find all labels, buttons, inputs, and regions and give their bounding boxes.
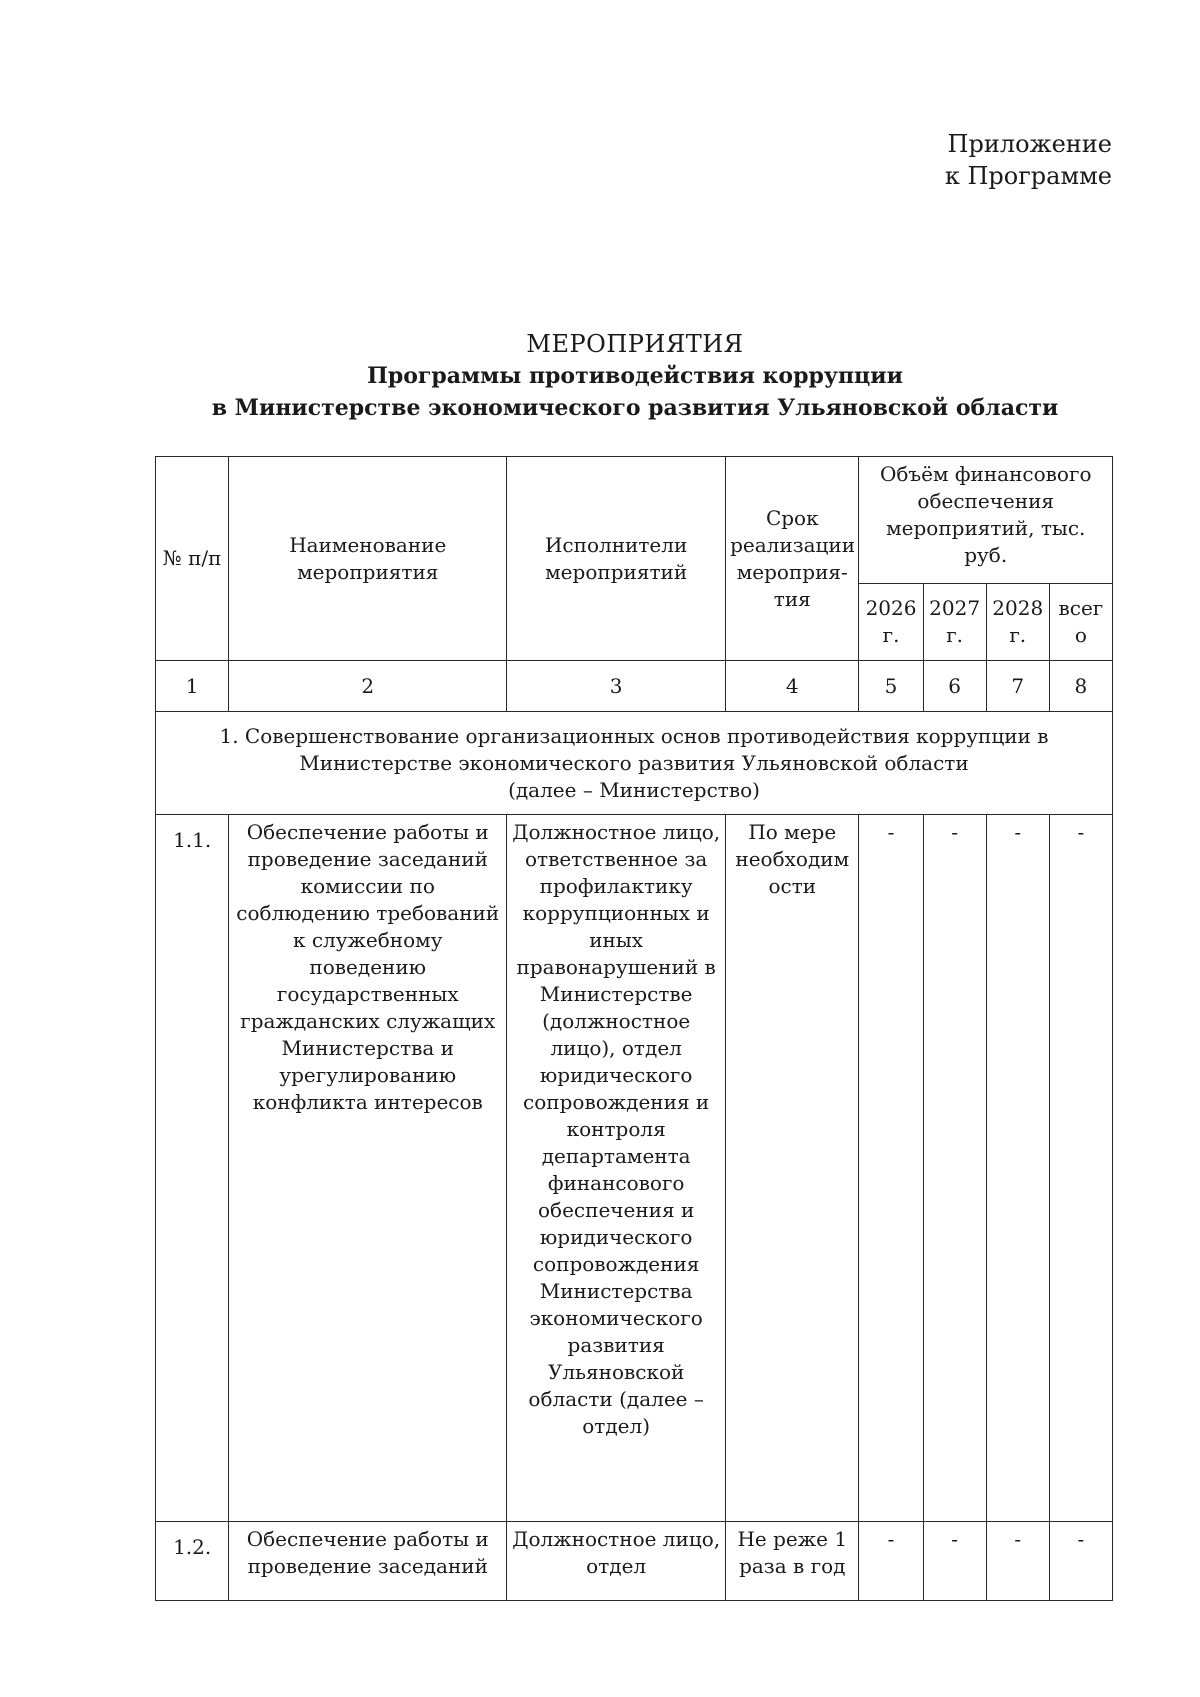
section-heading [156,712,1113,815]
header-financing: Объём финансового обеспечения мероприятий, тыс. руб. [859,457,1113,584]
row-executors: Должностное лицо, ответственное за профилактику коррупционных и иных правонарушений в Министерстве (должностное лицо), отдел юридического сопровождения и контроля департамента финансового обеспечения и юридического сопровождения Министерства экономического развития Ульяновской области (далее – отдел) [507,815,726,1522]
column-number: 4 [726,661,859,712]
appendix-line-1: Приложение [947,130,1112,158]
appendix-line-2: к Программе [944,162,1112,190]
row-term: Не реже 1 раза в год [726,1522,859,1601]
header-name: Наименование мероприятия [229,457,507,661]
column-number: 6 [923,661,986,712]
row-2026: - [859,1522,923,1601]
column-numbers-row [156,661,1113,712]
row-name: Обеспечение работы и проведение заседаний комиссии по соблюдению требований к служебному поведению государственных гражданских служащих Министерства и урегулированию конфликта интересов [229,815,507,1522]
row-term: По мере необходим ости [726,815,859,1522]
header-row [156,457,1113,584]
row-executors: Должностное лицо, отдел [507,1522,726,1601]
row-2028: - [986,1522,1049,1601]
section-heading-row [156,712,1113,815]
header-term: Срок реализации мероприя-тия [726,457,859,661]
title-line-3: в Министерстве экономического развития Ульяновской области [211,395,1059,421]
row-2028: - [986,815,1049,1522]
row-2026: - [859,815,923,1522]
row-total: - [1049,1522,1112,1601]
column-number: 3 [507,661,726,712]
header-year-2026: 2026 г. [859,584,923,661]
column-number: 1 [156,661,229,712]
row-total: - [1049,815,1112,1522]
column-number: 8 [1049,661,1112,712]
section-heading-line-3: (далее – Министерство) [508,777,760,802]
row-2027: - [923,1522,986,1601]
header-num: № п/п [156,457,229,661]
header-year-2028: 2028 г. [986,584,1049,661]
header-executors: Исполнители мероприятий [507,457,726,661]
title-line-2: Программы противодействия коррупции [367,363,903,389]
row-num: 1.2. [156,1522,229,1601]
table-row [156,815,1113,1522]
section-heading-line-2: Министерстве экономического развития Ульяновской области [299,750,969,775]
table-row [156,1522,1113,1601]
appendix-caption [945,128,1112,192]
column-number: 7 [986,661,1049,712]
column-number: 5 [859,661,923,712]
title-line-1: МЕРОПРИЯТИЯ [526,330,744,358]
column-number: 2 [229,661,507,712]
row-num: 1.1. [156,815,229,1522]
row-name: Обеспечение работы и проведение заседаний [229,1522,507,1601]
row-2027: - [923,815,986,1522]
header-total: всег о [1049,584,1112,661]
document-title [0,328,1200,424]
measures-table [155,456,1113,1601]
header-year-2027: 2027 г. [923,584,986,661]
section-heading-line-1: 1. Совершенствование организационных основ противодействия коррупции в [219,723,1049,748]
